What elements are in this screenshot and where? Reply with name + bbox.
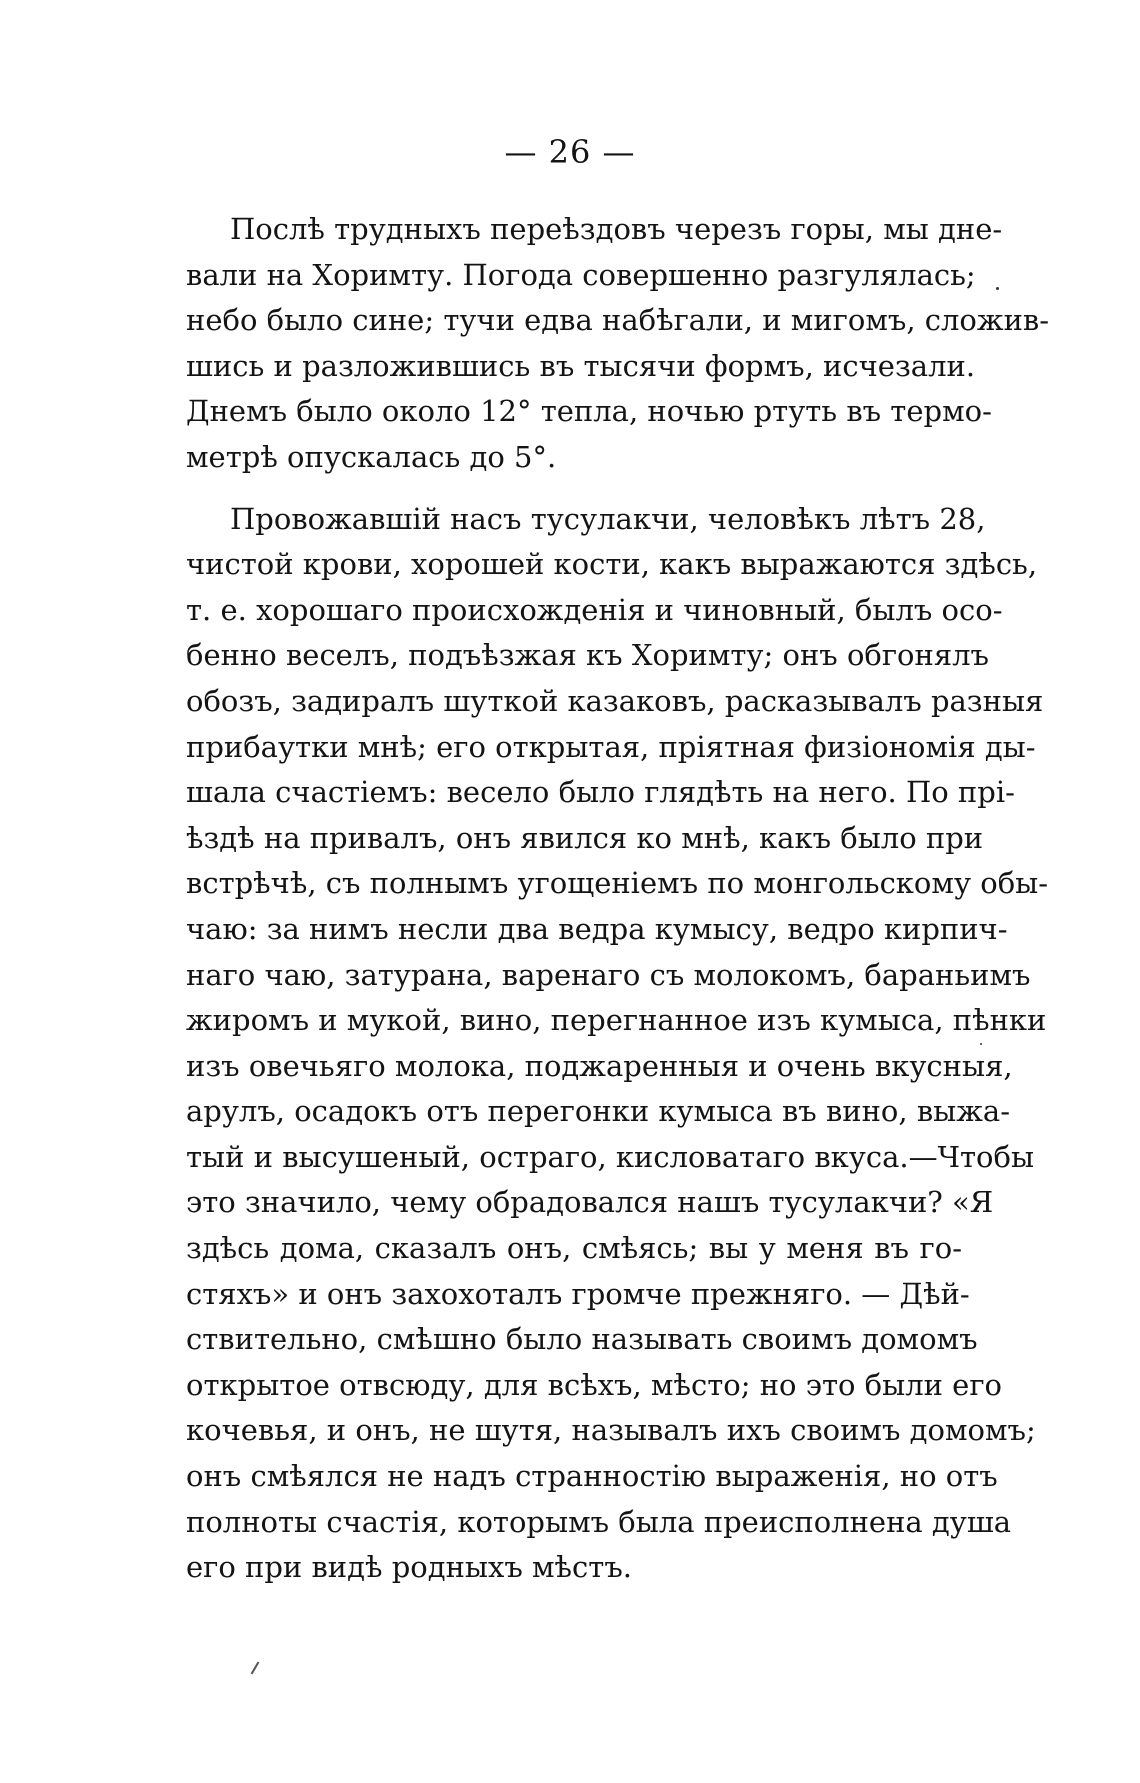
text-line: кочевья, и онъ, не шутя, называлъ ихъ своимъ домомъ; — [186, 1413, 1036, 1448]
text-line: его при видѣ родныхъ мѣстъ. — [186, 1550, 633, 1585]
text-line: здѣсь дома, сказалъ онъ, смѣясь; вы у меня въ го- — [186, 1231, 962, 1266]
print-speck — [980, 1043, 982, 1045]
body-text — [186, 207, 1050, 1607]
print-speck — [996, 287, 999, 290]
text-line: полноты счастія, которымъ была преисполнена душа — [186, 1504, 1012, 1539]
text-line: арулъ, осадокъ отъ перегонки кумыса въ вино, выжа- — [186, 1094, 1010, 1129]
text-line: т. е. хорошаго происхожденія и чиновный, былъ осо- — [186, 592, 1003, 627]
text-line: небо было сине; тучи едва набѣгали, и мигомъ, сложив- — [186, 303, 1050, 338]
paragraph-2 — [186, 497, 1049, 1591]
text-line: шала счастіемъ: весело было глядѣть на него. По прі- — [186, 775, 1015, 810]
text-line: метрѣ опускалась до 5°. — [186, 439, 557, 474]
text-line: вали на Хоримту. Погода совершенно разгулялась; — [186, 257, 976, 292]
text-line: тый и высушеный, остраго, кисловатаго вкуса.—Чтобы — [186, 1139, 1035, 1174]
text-line: шись и разложившись въ тысячи формъ, исчезали. — [186, 348, 976, 383]
text-line: это значило, чему обрадовался нашъ тусулакчи? «Я — [186, 1185, 994, 1220]
text-line: Днемъ было около 12° тепла, ночью ртуть въ термо- — [186, 394, 992, 429]
text-line: жиромъ и мукой, вино, перегнанное изъ кумыса, пѣнки — [186, 1003, 1047, 1038]
paragraph-1 — [186, 207, 1050, 481]
text-line: прибаутки мнѣ; его открытая, пріятная физіономія ды- — [186, 729, 1036, 764]
text-line: чистой крови, хорошей кости, какъ выражаются здѣсь, — [186, 547, 1038, 582]
text-line: встрѣчѣ, съ полнымъ угощеніемъ по монгольскому обы- — [186, 866, 1049, 901]
text-line: Послѣ трудныхъ переѣздовъ черезъ горы, мы дне- — [230, 212, 1003, 246]
text-line: открытое отвсюду, для всѣхъ, мѣсто; но это были его — [186, 1367, 1002, 1402]
text-line: стяхъ» и онъ захохоталъ громче прежняго. — Дѣй- — [186, 1276, 970, 1311]
text-line: онъ смѣялся не надъ странностію выраженія, но отъ — [186, 1459, 998, 1494]
text-line: бенно веселъ, подъѣзжая къ Хоримту; онъ обгонялъ — [186, 638, 990, 673]
text-line: ѣздѣ на привалъ, онъ явился ко мнѣ, какъ было при — [186, 820, 984, 855]
text-line: Провожавшій насъ тусулакчи, человѣкъ лѣтъ 28, — [230, 501, 986, 536]
text-line: изъ овечьяго молока, поджаренныя и очень вкусныя, — [186, 1048, 1013, 1083]
text-line: чаю: за нимъ несли два ведра кумысу, ведро кирпич- — [186, 911, 1008, 946]
text-line: наго чаю, затурана, варенаго съ молокомъ, бараньимъ — [186, 957, 1031, 992]
page-number: — 26 — — [504, 133, 636, 171]
text-line: обозъ, задиралъ шуткой казаковъ, расказывалъ разныя — [186, 683, 1044, 718]
text-line: ствительно, смѣшно было называть своимъ домомъ — [186, 1322, 978, 1357]
stray-pen-mark — [251, 1661, 260, 1674]
